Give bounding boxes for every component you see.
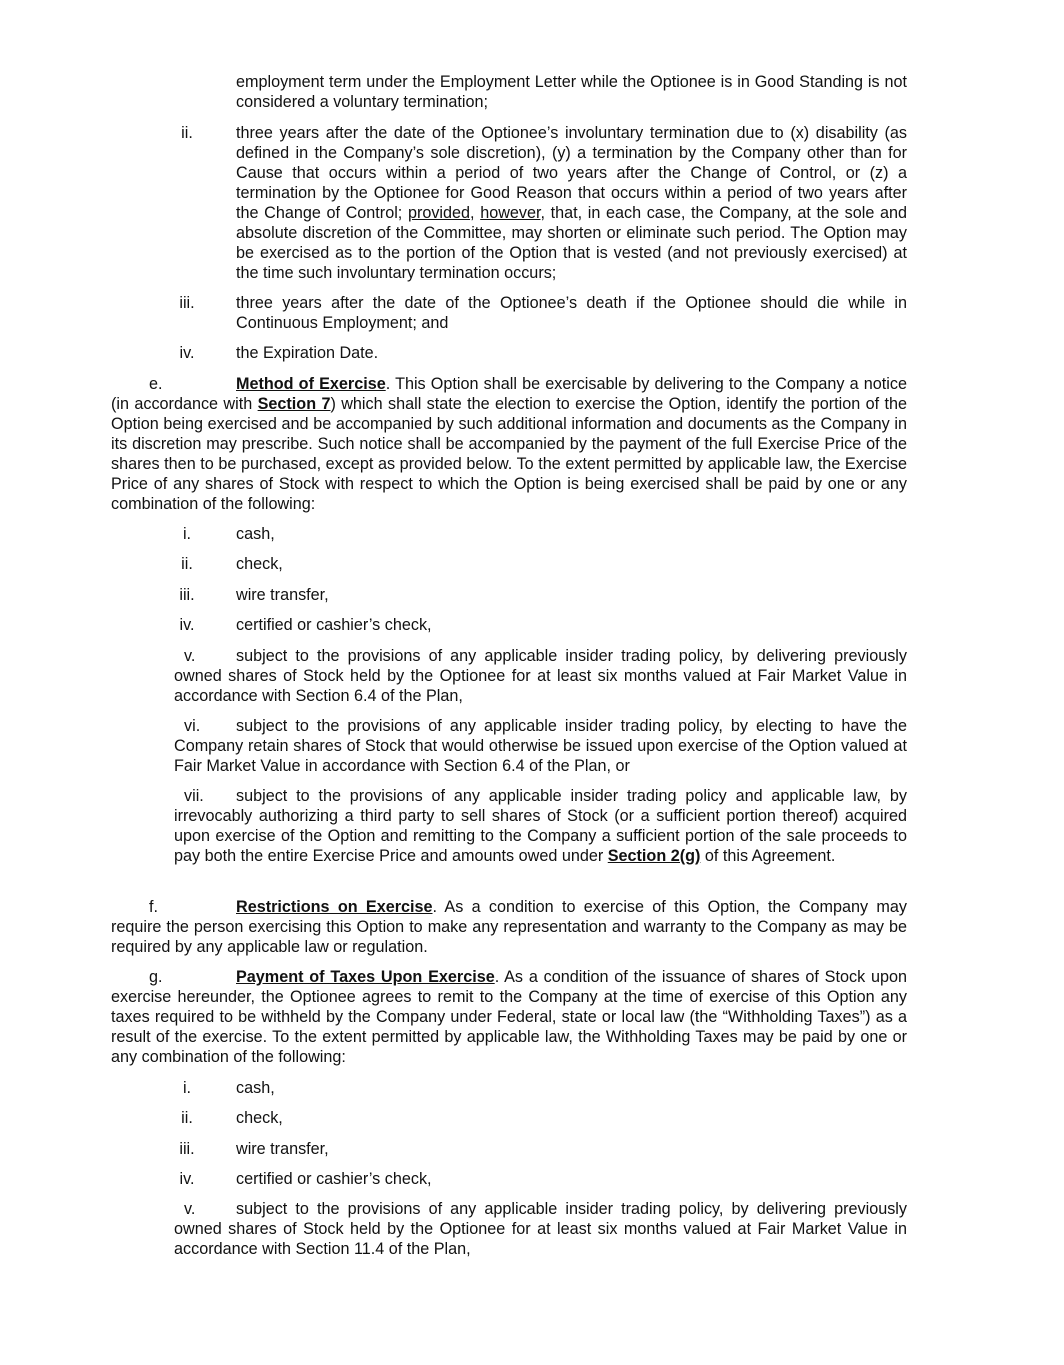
item-numeral: ii.	[181, 124, 193, 142]
tax-item-iii	[172, 1139, 907, 1159]
payment-item-iii	[172, 585, 907, 605]
item-text-part: ,	[470, 204, 481, 222]
section-2g-reference: Section 2(g)	[607, 847, 701, 865]
item-text	[236, 123, 907, 283]
tax-item-ii	[172, 1108, 907, 1128]
item-numeral: iii.	[179, 294, 195, 312]
item-text: cash,	[236, 525, 275, 543]
payment-item-ii	[172, 554, 907, 574]
item-numeral: iv.	[179, 344, 195, 362]
item-numeral: ii.	[181, 555, 193, 573]
item-numeral: i.	[182, 1079, 192, 1097]
provided-term: provided	[407, 204, 471, 222]
item-text-part: , that, in each case, the Company, at the sole and absolute discretion of the Committee, may shorten or eliminate such period. The Option may be exercised as to the portion of the Option that is vested (and not previously exercised) at the time such involuntary termination occurs;	[236, 204, 907, 282]
item-text-part: three years after the date of the Optionee’s involuntary termination due to (x) disability (as defined in the Company’s sole discretion), (y) a termination by the Company other than for Cause that occurs within a period of two years after the Change of Control, or (z) a termination by the Optionee for Good Reason that occurs within a period of two years after the Change of Control;	[236, 124, 907, 222]
item-numeral: iii.	[179, 1140, 195, 1158]
item-numeral: iv.	[179, 1170, 195, 1188]
item-text: three years after the date of the Optionee’s death if the Optionee should die while in Continuous Employment; and	[236, 294, 907, 332]
item-text: the Expiration Date.	[236, 344, 379, 362]
section-g-payment-of-taxes	[111, 967, 907, 1067]
section-text: . This Option shall be exercisable by delivering to the Company a notice (in accordance with	[111, 375, 907, 413]
termination-item-iv	[172, 343, 907, 363]
item-text: subject to the provisions of any applicable insider trading policy, by delivering previously owned shares of Stock held by the Optionee for at least six months valued at Fair Market Value in accordance with Section 6.4 of the Plan,	[174, 647, 907, 705]
item-text: check,	[236, 1109, 283, 1127]
section-text: . As a condition to exercise of this Option, the Company may require the person exercising this Option to make any representation and warranty to the Company as may be required by any applicable law or regulation.	[111, 898, 907, 956]
payment-item-i	[172, 524, 907, 544]
item-text: cash,	[236, 1079, 275, 1097]
payment-item-vii	[174, 786, 907, 866]
item-numeral: iii.	[179, 586, 195, 604]
continuation-paragraph: employment term under the Employment Letter while the Optionee is in Good Standing is not considered a voluntary termination;	[236, 73, 907, 111]
item-text: wire transfer,	[236, 586, 329, 604]
item-text: check,	[236, 555, 283, 573]
section-heading: Method of Exercise	[236, 375, 386, 393]
item-text: of this Agreement.	[700, 847, 836, 865]
section-text: ) which shall state the election to exercise the Option, identify the portion of the Option being exercised and be accompanied by such additional information and documents as the Company in its discretion may prescribe. Such notice shall be accompanied by the payment of the full Exercise Price of the shares then to be purchased, except as provided below. To the extent permitted by applicable law, the Exercise Price of any shares of Stock with respect to which the Option is being exercised shall be paid by one or any combination of the following:	[111, 395, 907, 513]
termination-item-ii	[172, 123, 907, 283]
item-numeral: v.	[184, 647, 196, 665]
item-numeral: ii.	[181, 1109, 193, 1127]
section-letter: g.	[149, 968, 163, 986]
item-numeral: i.	[182, 525, 192, 543]
payment-item-v	[174, 646, 907, 706]
item-text: subject to the provisions of any applicable insider trading policy, by electing to have the Company retain shares of Stock that would otherwise be issued upon exercise of the Option valued at Fair Market Value in accordance with Section 6.4 of the Plan, or	[174, 717, 907, 775]
tax-item-i	[172, 1078, 907, 1098]
section-heading: Restrictions on Exercise	[236, 898, 433, 916]
item-numeral: iv.	[179, 616, 195, 634]
payment-item-iv	[172, 615, 907, 635]
item-numeral: vi.	[184, 717, 201, 735]
item-numeral: v.	[184, 1200, 196, 1218]
tax-item-iv	[172, 1169, 907, 1189]
section-f-restrictions-on-exercise	[111, 897, 907, 957]
item-text: certified or cashier’s check,	[236, 1170, 432, 1188]
tax-item-v	[174, 1199, 907, 1259]
however-term: however	[480, 204, 541, 222]
section-7-reference: Section 7	[257, 395, 331, 413]
section-text: . As a condition of the issuance of shares of Stock upon exercise hereunder, the Optionee agrees to remit to the Company at the time of exercise of this Option any taxes required to be withheld by the Company under Federal, state or local law (the “Withholding Taxes”) as a result of the exercise. To the extent permitted by applicable law, the Withholding Taxes may be paid by one or any combination of the following:	[111, 968, 907, 1066]
item-text: subject to the provisions of any applicable insider trading policy and applicable law, by irrevocably authorizing a third party to sell shares of Stock (or a sufficient portion thereof) acquired upon exercise of the Option and remitting to the Company a sufficient portion of the sale proceeds to pay both the entire Exercise Price and amounts owed under	[174, 787, 907, 865]
item-numeral: vii.	[184, 787, 204, 805]
section-heading: Payment of Taxes Upon Exercise	[236, 968, 495, 986]
section-letter: f.	[149, 898, 158, 916]
item-text: subject to the provisions of any applicable insider trading policy, by delivering previously owned shares of Stock held by the Optionee for at least six months valued at Fair Market Value in accordance with Section 11.4 of the Plan,	[174, 1200, 907, 1258]
payment-item-vi	[174, 716, 907, 776]
section-e-method-of-exercise	[111, 374, 907, 514]
termination-item-iii	[172, 293, 907, 333]
item-text: certified or cashier’s check,	[236, 616, 432, 634]
section-letter: e.	[149, 375, 163, 393]
item-text: wire transfer,	[236, 1140, 329, 1158]
